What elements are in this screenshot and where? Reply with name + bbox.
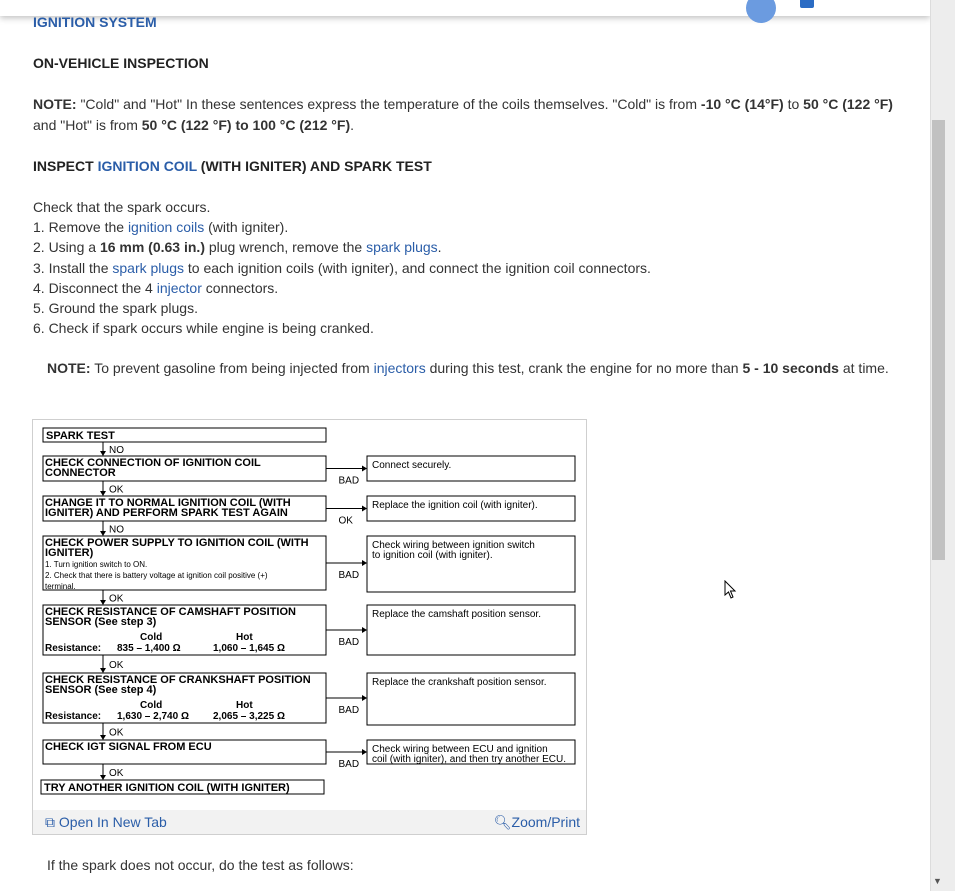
note-value: -10 °C (14°F) [700,96,784,112]
note-label: NOTE: [47,360,91,376]
flow-step-title: SENSOR (See step 4) [45,684,157,696]
flow-step-title: IGNITER) AND PERFORM SPARK TEST AGAIN [45,507,288,519]
flow-resistance-label: Resistance: [45,711,102,722]
step-text: 4. Disconnect the 4 [33,280,157,296]
note-label: NOTE: [33,96,77,112]
flow-end-label: TRY ANOTHER IGNITION COIL (WITH IGNITER) [44,782,290,794]
note-value: 5 - 10 seconds [742,360,839,376]
flow-step-title: CHECK IGT SIGNAL FROM ECU [45,741,212,753]
injectors-link[interactable]: injectors [373,360,426,376]
flow-start-label: SPARK TEST [46,430,115,442]
flow-resistance-hot: 1,060 – 1,645 Ω [213,643,285,654]
flow-step-subtext: 1. Turn ignition switch to ON. [45,560,148,569]
spark-plugs-link[interactable]: spark plugs [366,239,438,255]
flow-arrowhead [100,735,106,740]
flow-step-title: SENSOR (See step 3) [45,616,157,628]
flow-arrowhead [100,491,106,496]
flow-arrow-label: OK [109,593,124,605]
flow-branch-label: BAD [338,759,360,770]
flow-result-text: Replace the camshaft position sensor. [372,609,541,620]
injector-link[interactable]: injector [156,280,202,296]
step-text: to each ignition coils (with igniter), and connect the ignition coil connectors. [183,260,651,276]
flow-arrowhead [362,695,367,701]
spark-test-diagram [32,419,587,835]
note-1-line-1 [33,94,893,114]
flow-step-title: CHECK RESISTANCE OF CRANKSHAFT POSITION [45,674,311,686]
flow-arrowhead [362,627,367,633]
flow-cold-label: Cold [140,632,163,643]
flow-result-text: to ignition coil (with igniter). [372,550,493,561]
flow-arrowhead [362,466,367,472]
flow-result-text: coil (with igniter), and then try another ECU. [372,754,566,765]
note-text: during this test, crank the engine for no more than [425,360,743,376]
note-text: "Cold" and "Hot" In these sentences express the temperature of the coils themselves. "Cold" is from [80,96,698,112]
step-value: 16 mm (0.63 in.) [99,239,205,255]
step-text: . [437,239,442,255]
ignition-coils-link[interactable]: ignition coils [127,219,205,235]
flow-arrowhead [100,775,106,780]
flow-hot-label: Hot [236,700,253,711]
flow-result-text: Replace the crankshaft position sensor. [372,677,547,688]
footer-text: If the spark does not occur, do the test as follows: [47,857,354,873]
flow-arrow-label: OK [109,768,124,779]
flow-step-title: CHECK RESISTANCE OF CAMSHAFT POSITION [45,606,296,618]
flow-step-title: CHECK CONNECTION OF IGNITION COIL [45,457,261,469]
flow-step-title: IGNITER) [45,547,94,559]
flow-arrow-label: OK [109,484,124,496]
step-text: plug wrench, remove the [204,239,367,255]
step-text: (with igniter). [204,219,289,235]
flow-arrowhead [362,749,367,755]
flow-step-subtext: terminal. [45,582,76,591]
heading-text: (WITH IGNITER) AND SPARK TEST [196,158,432,174]
step-4 [33,278,278,298]
scroll-down-arrow-icon[interactable]: ▼ [933,876,942,886]
heading-text: INSPECT [33,158,98,174]
scrollbar-thumb[interactable] [932,120,945,560]
flow-arrowhead [100,600,106,605]
flow-step-title: CONNECTOR [45,467,116,479]
flow-result-text: Replace the ignition coil (with igniter). [372,500,538,511]
flow-resistance-label: Resistance: [45,643,102,654]
flow-arrowhead [100,451,106,456]
flow-branch-label: OK [338,515,353,527]
add-icon[interactable] [800,0,814,8]
note-text: and "Hot" is from [33,117,138,133]
zoom-print-link[interactable] [494,814,580,831]
note-1-line-2 [33,115,354,135]
step-text: 2. Using a [33,239,100,255]
flow-step-title: CHECK POWER SUPPLY TO IGNITION COIL (WITH [45,537,309,549]
note-text: at time. [838,360,889,376]
note-2 [47,358,889,378]
step-text: connectors. [201,280,279,296]
section-title: IGNITION SYSTEM [33,14,157,30]
flow-hot-label: Hot [236,632,253,643]
subsection-title: ON-VEHICLE INSPECTION [33,55,209,71]
note-value: 50 °C (122 °F) [803,96,893,112]
flow-arrowhead [100,668,106,673]
flow-branch-label: BAD [338,570,360,581]
flow-arrow-label: OK [109,660,124,671]
step-5: 5. Ground the spark plugs. [33,300,198,316]
flow-resistance-hot: 2,065 – 3,225 Ω [213,711,285,722]
note-text: . [350,117,355,133]
flow-arrow-label: OK [109,727,124,739]
note-value: 50 °C (122 °F) to 100 °C (212 °F) [141,117,351,133]
intro-text: Check that the spark occurs. [33,199,211,215]
flow-branch-label: BAD [338,637,360,648]
flow-result-text: Check wiring between ECU and ignition [372,744,548,755]
open-in-new-tab-link[interactable] [45,814,167,831]
step-6: 6. Check if spark occurs while engine is being cranked. [33,320,374,336]
ignition-coil-link[interactable]: IGNITION COIL [97,158,197,174]
zoom-label: Zoom/Print [511,814,580,830]
flow-branch-label: BAD [338,475,360,487]
avatar[interactable] [746,0,776,23]
flow-arrowhead [362,560,367,566]
note-text: to [787,96,800,112]
open-tab-label: Open In New Tab [58,814,167,830]
flow-result-text: Connect securely. [372,460,452,471]
note-text: To prevent gasoline from being injected from [90,360,374,376]
step-2 [33,237,442,257]
flow-arrowhead [362,506,367,512]
step-3 [33,258,651,278]
flow-branch-label: BAD [338,705,360,716]
spark-plugs-link[interactable]: spark plugs [112,260,184,276]
flow-arrow-label: NO [109,524,124,536]
flow-step-title: CHANGE IT TO NORMAL IGNITION COIL (WITH [45,497,291,509]
step-text: 1. Remove the [33,219,128,235]
inspect-heading [33,156,432,176]
flow-resistance-cold: 835 – 1,400 Ω [117,643,181,654]
flowchart [33,420,586,810]
diagram-footer [33,810,586,834]
flow-arrowhead [100,531,106,536]
flow-cold-label: Cold [140,700,163,711]
open-tab-icon: ⧉ [45,814,55,830]
step-1 [33,217,288,237]
flow-step-subtext: 2. Check that there is battery voltage at ignition coil positive (+) [45,571,268,580]
mouse-cursor-icon [724,580,738,600]
zoom-icon: 🔍︎ [493,814,512,830]
flow-resistance-cold: 1,630 – 2,740 Ω [117,711,189,722]
flow-result-text: Check wiring between ignition switch [372,540,535,551]
flow-arrow-label: NO [109,445,124,456]
step-text: 3. Install the [33,260,113,276]
